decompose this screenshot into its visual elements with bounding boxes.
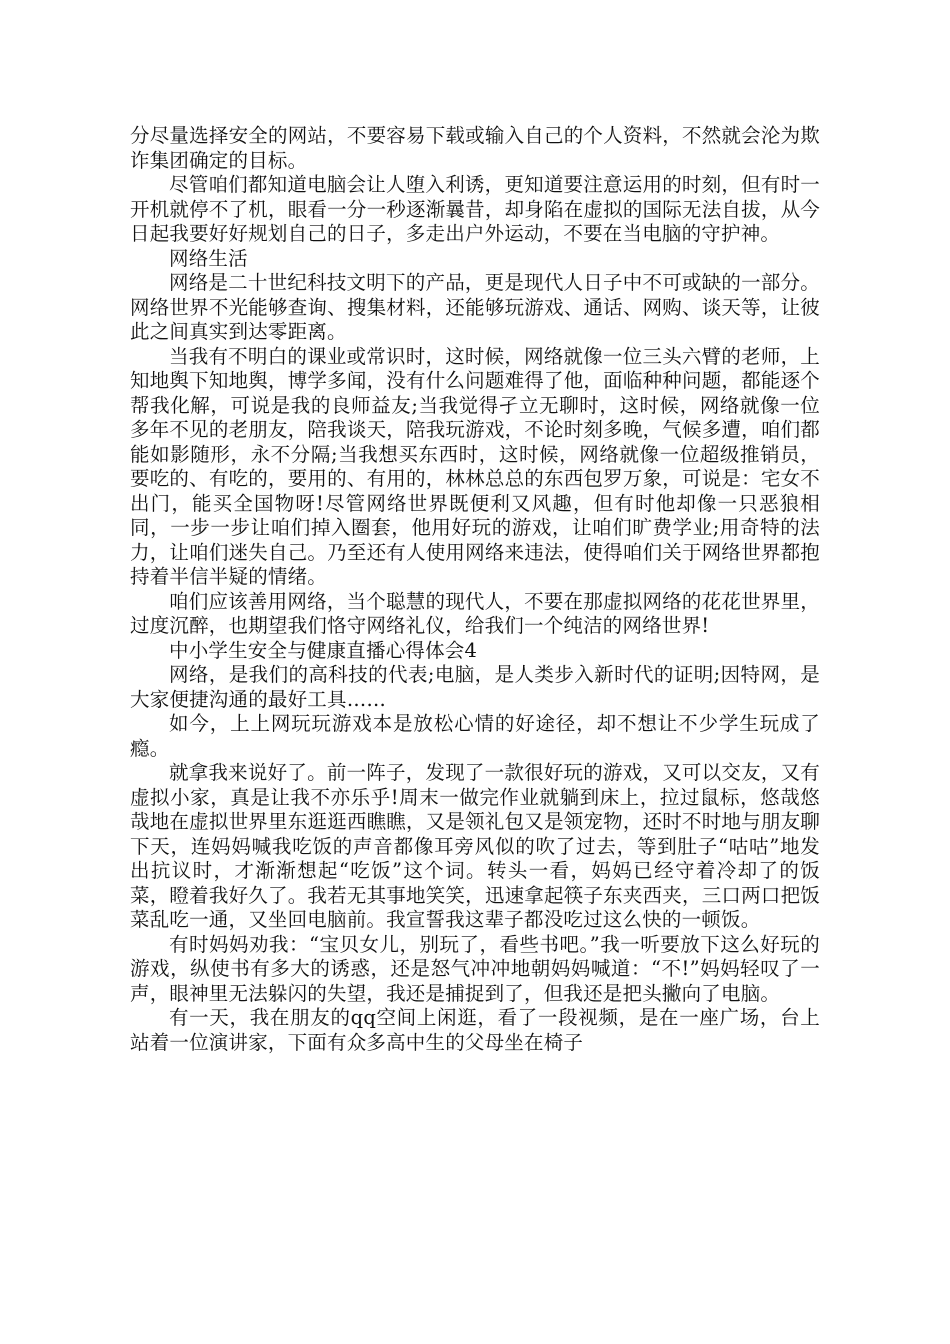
paragraph: 当我有不明白的课业或常识时，这时候，网络就像一位三头六臂的老师，上知地舆下知地舆，博学多闻，没有什么问题难得了他，面临种种问题，都能逐个帮我化解，可说是我的良师益友;当我觉得孑立无聊时，这时候，网络就像一位多年不见的老朋友，陪我谈天，陪我玩游戏，不论时刻多晚，气候多遭，咱们都能如影随形，永不分隔;当我想买东西时，这时候，网络就像一位超级推销员，要吃的、有吃的，要用的、有用的，林林总总的东西包罗万象，可说是：宅女不出门，能买全国物呀!尽管网络世界既便利又风趣，但有时他却像一只恶狼相同，一步一步让咱们掉入圈套，他用好玩的游戏，让咱们旷费学业;用奇特的法力，让咱们迷失自己。乃至还有人使用网络来违法，使得咱们关于网络世界都抱持着半信半疑的情绪。: [130, 344, 820, 588]
paragraph: 就拿我来说好了。前一阵子，发现了一款很好玩的游戏，又可以交友，又有虚拟小家，真是让我不亦乐乎!周末一做完作业就躺到床上，拉过鼠标，悠哉悠哉地在虚拟世界里东逛逛西瞧瞧，又是领礼包又是领宠物，还时不时地与朋友聊下天，连妈妈喊我吃饭的声音都像耳旁风似的吹了过去，等到肚子“咕咕”地发出抗议时，才渐渐想起“吃饭”这个词。转头一看，妈妈已经守着冷却了的饭菜，瞪着我好久了。我若无其事地笑笑，迅速拿起筷子东夹西夹，三口两口把饭菜乱吃一通，又坐回电脑前。我宣誓我这辈子都没吃过这么快的一顿饭。: [130, 761, 820, 931]
paragraph: 有时妈妈劝我：“宝贝女儿，别玩了，看些书吧。”我一听要放下这么好玩的游戏，纵使书有多大的诱惑，还是怒气冲冲地朝妈妈喊道：“不!”妈妈轻叹了一声，眼神里无法躲闪的失望，我还是捕捉到了，但我还是把头撇向了电脑。: [130, 932, 820, 1005]
paragraph: 分尽量选择安全的网站，不要容易下载或输入自己的个人资料，不然就会沦为欺诈集团确定的目标。: [130, 124, 820, 172]
paragraph: 如今，上上网玩玩游戏本是放松心情的好途径，却不想让不少学生玩成了瘾。: [130, 712, 820, 760]
paragraph: 有一天，我在朋友的qq空间上闲逛，看了一段视频，是在一座广场，台上站着一位演讲家，下面有众多高中生的父母坐在椅子: [130, 1006, 820, 1054]
section-heading: 中小学生安全与健康直播心得体会4: [169, 638, 478, 662]
paragraph: 咱们应该善用网络，当个聪慧的现代人，不要在那虚拟网络的花花世界里，过度沉醉，也期望我们恪守网络礼仪，给我们一个纯洁的网络世界!: [130, 589, 820, 637]
paragraph: 网络是二十世纪科技文明下的产品，更是现代人日子中不可或缺的一部分。网络世界不光能够查询、搜集材料，还能够玩游戏、通话、网购、谈天等，让彼此之间真实到达零距离。: [130, 271, 820, 343]
document-body: [130, 124, 820, 1055]
paragraph: 尽管咱们都知道电脑会让人堕入利诱，更知道要注意运用的时刻，但有时一开机就停不了机，眼看一分一秒逐渐曩昔，却身陷在虚拟的国际无法自拔，从今日起我要好好规划自己的日子，多走出户外运动，不要在当电脑的守护神。: [130, 173, 820, 245]
section-heading: 网络生活: [169, 246, 248, 270]
paragraph: 网络，是我们的高科技的代表;电脑，是人类步入新时代的证明;因特网，是大家便捷沟通的最好工具……: [130, 663, 820, 711]
